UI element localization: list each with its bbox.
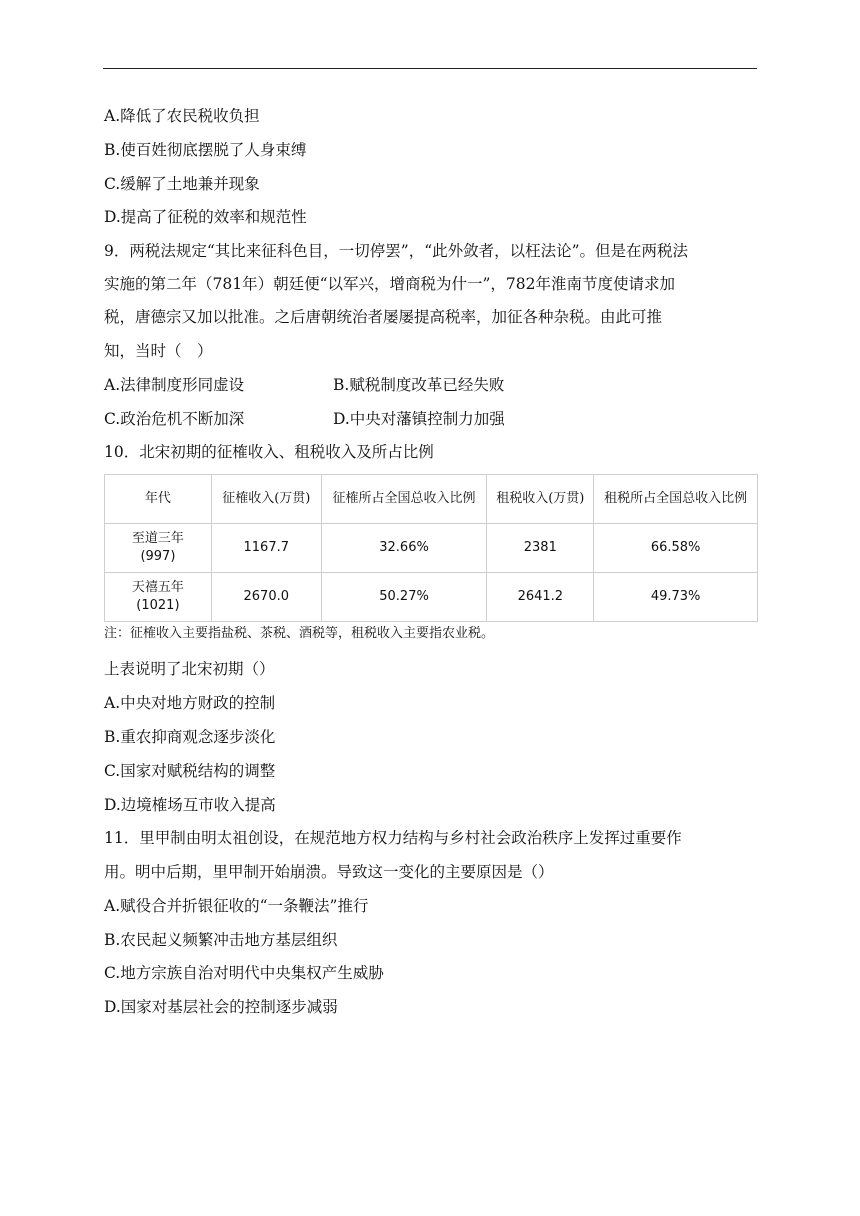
zhengque-pct-cell: 50.27% xyxy=(321,573,487,622)
q8-option-b: B.使百姓彻底摆脱了人身束缚 xyxy=(104,141,307,159)
era-year: (1021) xyxy=(136,598,180,613)
q11-stem-line-1: 11．里甲制由明太祖创设，在规范地方权力结构与乡村社会政治秩序上发挥过重要作 xyxy=(104,829,682,847)
zushui-income-cell: 2641.2 xyxy=(487,573,594,622)
q9-stem-line-2: 实施的第二年（781年）朝廷便“以军兴，增商税为什一”，782年淮南节度使请求加 xyxy=(104,275,676,293)
revenue-table xyxy=(104,474,758,622)
q11-option-d: D.国家对基层社会的控制逐步减弱 xyxy=(104,998,338,1016)
q9-option-b: B.赋税制度改革已经失败 xyxy=(333,376,505,394)
q9-stem-line-3: 税，唐德宗又加以批准。之后唐朝统治者屡屡提高税率，加征各种杂税。由此可推 xyxy=(104,308,663,326)
era-year: (997) xyxy=(140,549,176,564)
q9-option-a: A.法律制度形同虚设 xyxy=(104,376,245,394)
table-row xyxy=(105,524,758,573)
row-era xyxy=(105,573,212,622)
q10-option-c: C.国家对赋税结构的调整 xyxy=(104,762,276,780)
q11-option-a: A.赋役合并折银征收的“一条鞭法”推行 xyxy=(104,897,369,915)
header-zhengque-income: 征榷收入(万贯) xyxy=(211,475,321,524)
q10-title: 10．北宋初期的征榷收入、租税收入及所占比例 xyxy=(104,443,434,461)
q10-option-b: B.重农抑商观念逐步淡化 xyxy=(104,728,276,746)
era-name: 天禧五年 xyxy=(131,580,184,595)
header-era: 年代 xyxy=(105,475,212,524)
q10-option-a: A.中央对地方财政的控制 xyxy=(104,694,276,712)
q8-option-c: C.缓解了土地兼并现象 xyxy=(104,175,260,193)
q10-option-d: D.边境榷场互市收入提高 xyxy=(104,796,276,814)
header-zushui-pct: 租税所占全国总收入比例 xyxy=(594,475,758,524)
q8-option-d: D.提高了征税的效率和规范性 xyxy=(104,208,307,226)
header-rule xyxy=(103,68,757,69)
zhengque-pct-cell: 32.66% xyxy=(321,524,487,573)
header-zhengque-pct: 征榷所占全国总收入比例 xyxy=(321,475,487,524)
q11-option-c: C.地方宗族自治对明代中央集权产生威胁 xyxy=(104,964,384,982)
table-row xyxy=(105,573,758,622)
q9-option-d: D.中央对藩镇控制力加强 xyxy=(333,410,505,428)
zhengque-income-cell: 1167.7 xyxy=(211,524,321,573)
q10-stem: 上表说明了北宋初期（） xyxy=(104,660,275,678)
era-name: 至道三年 xyxy=(131,531,184,546)
q9-option-c: C.政治危机不断加深 xyxy=(104,410,245,428)
q9-stem-line-1: 9．两税法规定“其比来征科色目，一切停罢”，“此外敛者，以枉法论”。但是在两税法 xyxy=(104,242,689,260)
table-note: 注：征榷收入主要指盐税、茶税、酒税等，租税收入主要指农业税。 xyxy=(104,626,495,641)
row-era xyxy=(105,524,212,573)
zushui-income-cell: 2381 xyxy=(487,524,594,573)
zushui-pct-cell: 49.73% xyxy=(594,573,758,622)
q11-option-b: B.农民起义频繁冲击地方基层组织 xyxy=(104,931,338,949)
q11-stem-line-2: 用。明中后期，里甲制开始崩溃。导致这一变化的主要原因是（） xyxy=(104,863,554,881)
zushui-pct-cell: 66.58% xyxy=(594,524,758,573)
q8-option-a: A.降低了农民税收负担 xyxy=(104,107,260,125)
header-zushui-income: 租税收入(万贯) xyxy=(487,475,594,524)
table-header-row xyxy=(105,475,758,524)
zhengque-income-cell: 2670.0 xyxy=(211,573,321,622)
q9-stem-line-4: 知，当时（ ） xyxy=(104,342,213,360)
